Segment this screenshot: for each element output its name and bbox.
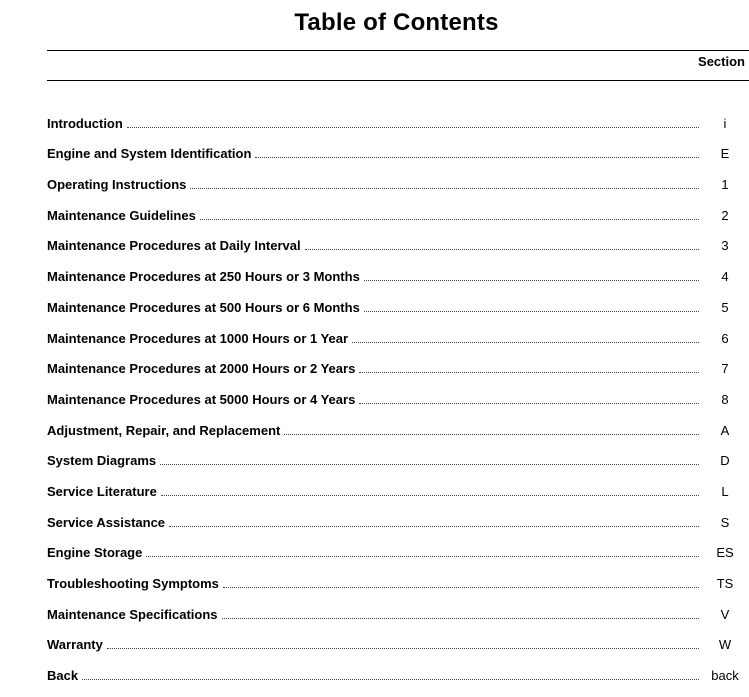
toc-entry-section[interactable]: V — [720, 606, 730, 622]
toc-entry-warranty[interactable] — [47, 623, 747, 654]
toc-entry-section[interactable]: 8 — [721, 391, 729, 407]
toc-entry-section[interactable]: 7 — [721, 361, 729, 377]
dot-leader — [146, 555, 699, 557]
toc-entry-label[interactable]: Back — [47, 668, 79, 684]
toc-entry-back[interactable] — [47, 653, 747, 684]
toc-entry-daily-interval[interactable] — [47, 224, 747, 255]
toc-entry-label[interactable]: Service Assistance — [47, 514, 166, 530]
toc-entry-label[interactable]: Warranty — [47, 637, 103, 653]
toc-entry-label[interactable]: Maintenance Procedures at Daily Interval — [47, 238, 301, 254]
toc-entry-maintenance-guidelines[interactable] — [47, 193, 747, 224]
top-divider — [47, 50, 749, 51]
toc-entry-label[interactable]: Maintenance Procedures at 2000 Hours or 2 Years — [47, 361, 356, 377]
toc-list — [47, 101, 747, 684]
dot-leader — [255, 156, 699, 158]
toc-entry-section[interactable]: 3 — [721, 238, 729, 254]
toc-entry-5000-hours[interactable] — [47, 377, 747, 408]
dot-leader — [222, 617, 700, 619]
toc-entry-service-literature[interactable] — [47, 469, 747, 500]
toc-entry-engine-storage[interactable] — [47, 531, 747, 562]
toc-entry-troubleshooting[interactable] — [47, 561, 747, 592]
toc-entry-section[interactable]: 6 — [721, 330, 729, 346]
toc-entry-1000-hours[interactable] — [47, 316, 747, 347]
toc-entry-section[interactable]: back — [711, 668, 739, 684]
toc-entry-section[interactable]: D — [720, 453, 730, 469]
toc-entry-section[interactable]: ES — [716, 545, 734, 561]
dot-leader — [359, 371, 699, 373]
dot-leader — [305, 248, 699, 250]
page-title: Table of Contents — [294, 9, 499, 36]
toc-entry-system-diagrams[interactable] — [47, 439, 747, 470]
dot-leader — [127, 126, 699, 128]
dot-leader — [160, 463, 699, 465]
toc-entry-500-hours[interactable] — [47, 285, 747, 316]
dot-leader — [107, 647, 699, 649]
toc-entry-section[interactable]: TS — [716, 576, 734, 591]
dot-leader — [284, 433, 699, 435]
toc-entry-label[interactable]: Maintenance Procedures at 1000 Hours or 1 Year — [47, 330, 349, 346]
toc-entry-adjustment-repair[interactable] — [47, 408, 747, 439]
toc-entry-section[interactable]: i — [723, 115, 727, 131]
section-column-header: Section — [698, 54, 745, 69]
dot-leader — [190, 187, 699, 189]
dot-leader — [352, 341, 699, 343]
toc-entry-label[interactable]: Operating Instructions — [47, 177, 187, 193]
dot-leader — [200, 218, 699, 220]
toc-entry-engine-identification[interactable] — [47, 132, 747, 163]
toc-entry-label[interactable]: Maintenance Specifications — [47, 606, 218, 622]
toc-entry-section[interactable]: 4 — [721, 269, 729, 285]
dot-leader — [82, 678, 699, 680]
toc-entry-label[interactable]: Adjustment, Repair, and Replacement — [47, 422, 281, 438]
toc-entry-section[interactable]: E — [720, 146, 730, 162]
toc-entry-section[interactable]: 5 — [721, 299, 729, 315]
dot-leader — [364, 279, 699, 281]
dot-leader — [161, 494, 699, 496]
toc-entry-label[interactable]: Maintenance Procedures at 5000 Hours or 4 Years — [47, 391, 356, 407]
toc-entry-label[interactable]: Introduction — [47, 115, 123, 131]
toc-entry-operating-instructions[interactable] — [47, 162, 747, 193]
toc-entry-label[interactable]: Troubleshooting Symptoms — [47, 576, 219, 591]
toc-entry-label[interactable]: Service Literature — [47, 483, 157, 499]
toc-entry-2000-hours[interactable] — [47, 347, 747, 378]
toc-entry-label[interactable]: Maintenance Procedures at 500 Hours or 6 Months — [47, 299, 360, 315]
toc-entry-section[interactable]: S — [720, 514, 730, 530]
toc-entry-section[interactable]: A — [720, 422, 730, 438]
toc-entry-introduction[interactable] — [47, 101, 747, 132]
toc-entry-section[interactable]: L — [721, 483, 729, 499]
toc-entry-section[interactable]: W — [718, 637, 732, 653]
toc-entry-label[interactable]: Maintenance Guidelines — [47, 207, 196, 223]
dot-leader — [223, 586, 699, 588]
dot-leader — [359, 402, 699, 404]
toc-entry-250-hours[interactable] — [47, 254, 747, 285]
toc-entry-service-assistance[interactable] — [47, 500, 747, 531]
dot-leader — [364, 310, 699, 312]
toc-entry-label[interactable]: Engine and System Identification — [47, 146, 252, 162]
header-divider — [47, 80, 749, 81]
toc-entry-label[interactable]: Maintenance Procedures at 250 Hours or 3 Months — [47, 269, 360, 285]
toc-entry-label[interactable]: Engine Storage — [47, 545, 143, 561]
dot-leader — [169, 525, 699, 527]
toc-entry-specifications[interactable] — [47, 592, 747, 623]
toc-entry-section[interactable]: 1 — [721, 177, 729, 193]
toc-entry-section[interactable]: 2 — [721, 207, 729, 223]
toc-entry-label[interactable]: System Diagrams — [47, 453, 157, 469]
